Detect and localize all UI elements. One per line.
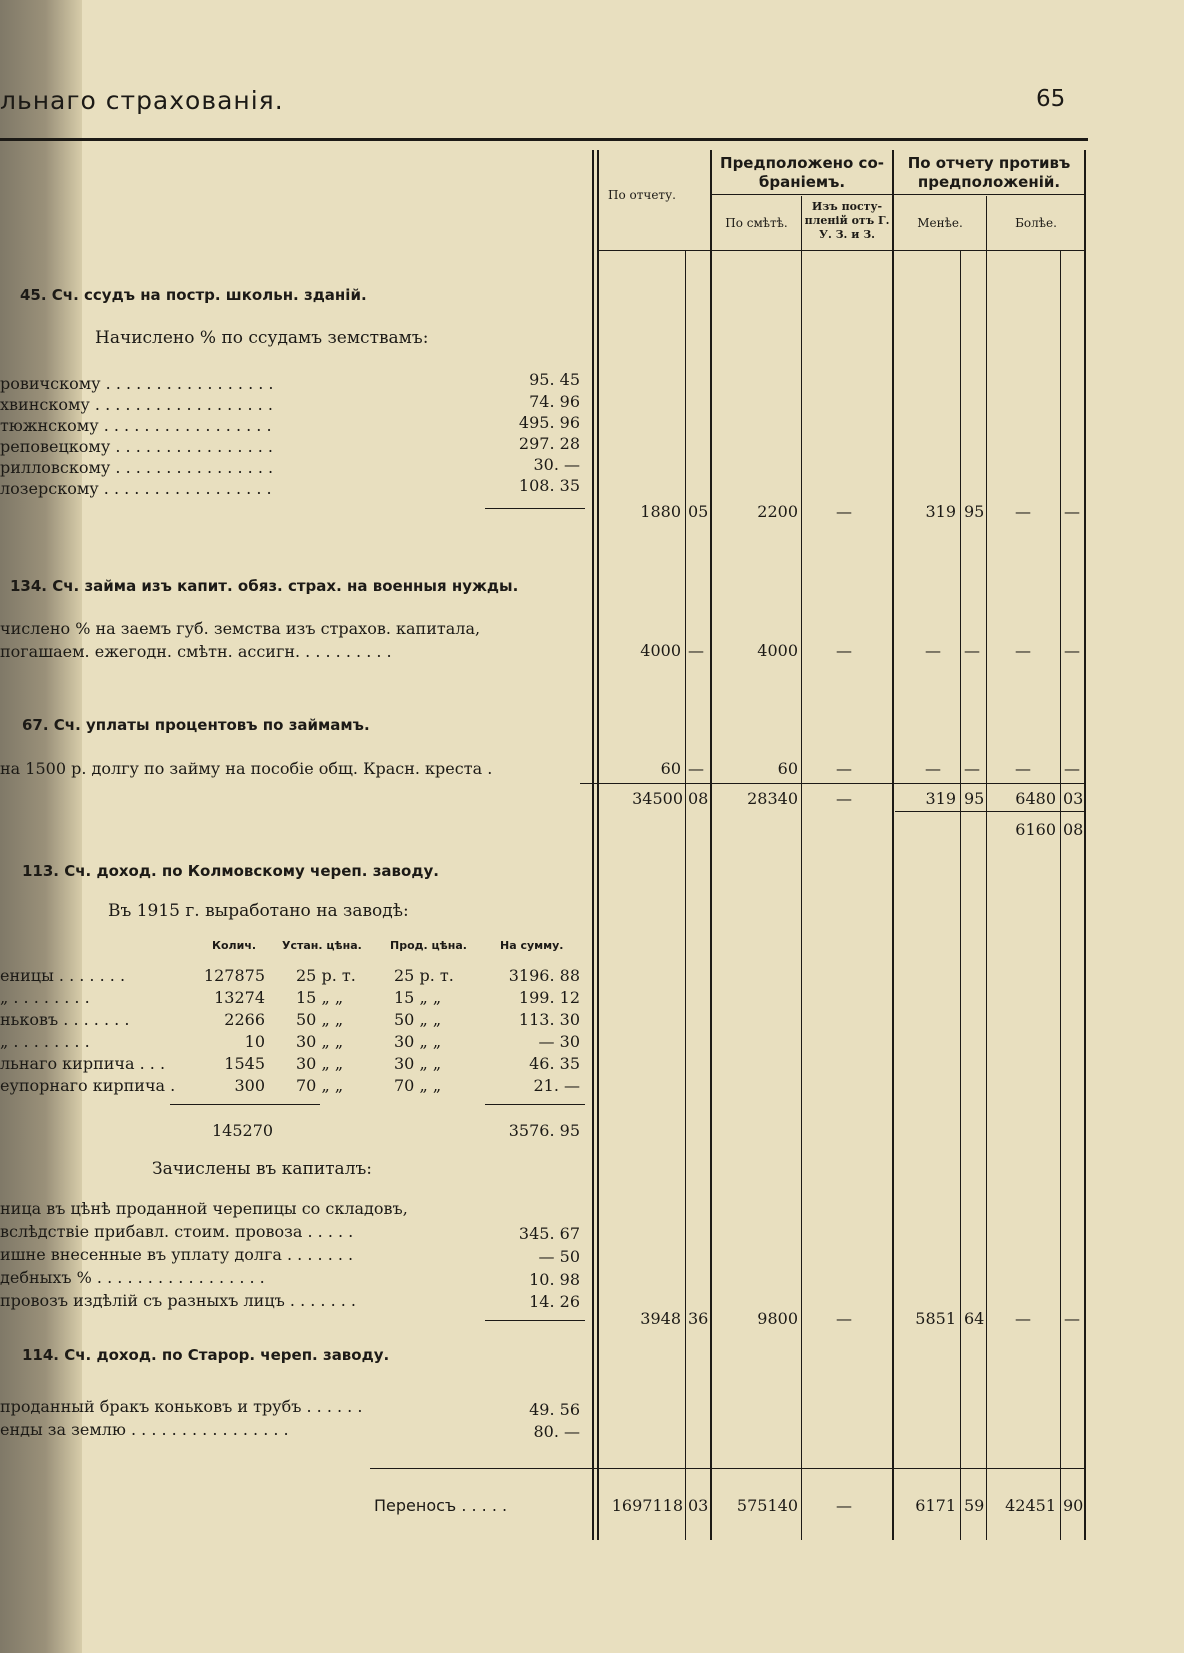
col-po-otchetu: По отчету. [608, 188, 676, 202]
col-menee: Менѣе. [917, 216, 963, 230]
section-113-cap-rule [485, 1320, 585, 1321]
section-113-heading: 113. Сч. доход. по Колмовскому череп. заводу. [22, 862, 439, 880]
col-iz-postupleniy: Изъ посту-пленій отъ Г. У. З. и З. [804, 200, 890, 241]
section-67-line1: на 1500 р. долгу по займу на пособіе общ. Красн. креста . [0, 759, 493, 778]
col-po-smete: По смѣтѣ. [725, 216, 788, 230]
section-113-capital-intro: Зачислены въ капиталъ: [152, 1159, 373, 1179]
section-113-intro: Въ 1915 г. выработано на заводѣ: [108, 901, 409, 921]
section-45-heading: 45. Сч. ссудъ на постр. школьн. зданій. [20, 286, 367, 304]
section-113-total-qty: 145270 [212, 1121, 274, 1140]
section-134-line2: погашаем. ежегодн. смѣтн. ассигн. . . . . . . . . . [0, 642, 392, 661]
section-113-total-sum: 3576. 95 [508, 1121, 580, 1140]
running-title: льнаго страхованія. [0, 86, 284, 115]
carry-label: Переносъ . . . . . [374, 1496, 508, 1515]
section-113-sum-rule [485, 1104, 585, 1105]
section-45-sum-rule [485, 508, 585, 509]
col-protiv: По отчету противъ предположеній. [907, 154, 1071, 191]
section-134-line1: числено % на заемъ губ. земства изъ страхов. капитала, [0, 619, 481, 638]
col-bolee: Болѣе. [1015, 216, 1057, 230]
col-predpolozheno: Предположено со-браніемъ. [720, 154, 884, 191]
header-rule [0, 138, 1088, 141]
section-67-heading: 67. Сч. уплаты процентовъ по займамъ. [22, 716, 370, 734]
section-45-intro: Начислено % по ссудамъ земствамъ: [95, 328, 429, 348]
section-134-heading: 134. Сч. займа изъ капит. обяз. страх. на военныя нужды. [10, 577, 519, 595]
section-113-qty-rule [170, 1104, 320, 1105]
page-number: 65 [1036, 86, 1066, 112]
section-114-heading: 114. Сч. доход. по Старор. череп. заводу. [22, 1346, 390, 1364]
